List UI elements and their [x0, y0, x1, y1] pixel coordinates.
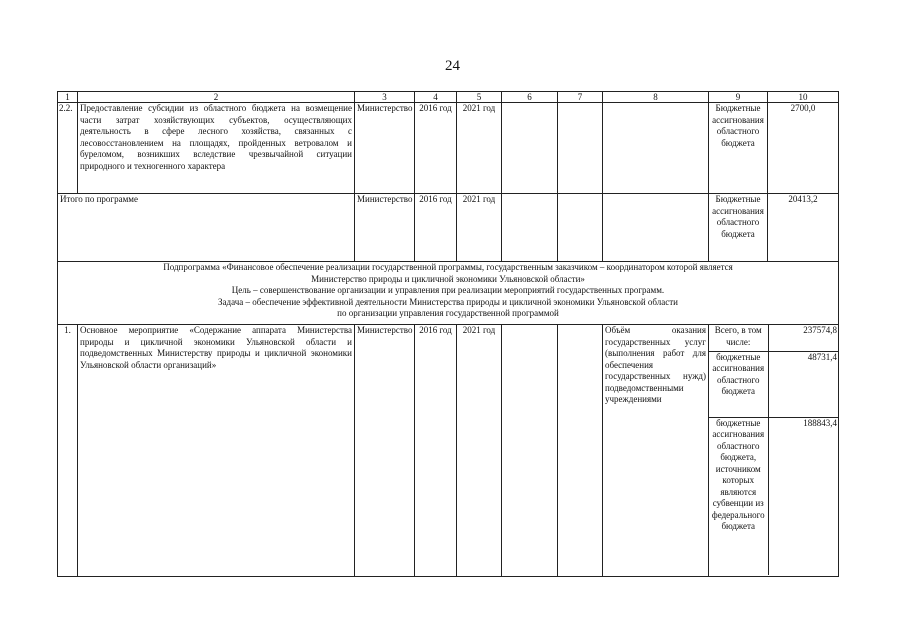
measure-name: Основное мероприятие «Содержание аппарата Министерства природы и цикличной экономики Ульяновской области и подведомственных Министерству природы и цикличной экономики Ульяновской области организаций»	[78, 325, 355, 577]
measure-name: Предоставление субсидии из областного бюджета на возмещение части затрат хозяйствующих субъектов, осуществляющих деятельность в сфере лесного хозяйства, связанных с лесовосстановлением на площадях, пройденных ветровалом и буреломом, возникших вследствие чрезвычайной ситуации природного и техногенного характера	[78, 103, 355, 194]
funding-source: Бюджетные ассигнования областного бюджета	[709, 103, 768, 194]
col8-cell	[603, 103, 709, 194]
header-cell: 3	[355, 92, 415, 103]
header-cell: 8	[603, 92, 709, 103]
funding-source: Бюджетные ассигнования областного бюджета	[709, 194, 768, 262]
subprogram-row	[58, 262, 839, 325]
end-year: 2021 год	[457, 194, 502, 262]
subprogram-title-cont: Министерство природы и цикличной экономики Ульяновской области»	[311, 273, 585, 284]
row-number: 1.	[58, 325, 78, 577]
amount: 2700,0	[768, 103, 839, 194]
program-table	[57, 91, 839, 577]
row-number: 2.2.	[58, 103, 78, 194]
funding-row	[709, 325, 839, 351]
col6-cell	[502, 194, 558, 262]
header-cell: 4	[415, 92, 457, 103]
header-cell: 2	[78, 92, 355, 103]
executor: Министерство	[355, 103, 415, 194]
subprogram-task-cont: по организации управления государственной программой	[337, 308, 559, 319]
amount: 20413,2	[768, 194, 839, 262]
page-number: 24	[445, 58, 460, 74]
col6-cell	[502, 103, 558, 194]
funding-amount: 188843,4	[803, 417, 837, 428]
funding-amount: 237574,8	[768, 325, 839, 351]
col7-cell	[558, 194, 603, 262]
executor: Министерство	[355, 194, 415, 262]
funding-label: Всего, в том числе:	[709, 325, 768, 351]
funding-row	[709, 417, 839, 575]
col6-cell	[502, 325, 558, 577]
subprogram-heading	[58, 262, 839, 325]
header-cell: 1	[58, 92, 78, 103]
subprogram-title: Подпрограмма «Финансовое обеспечение реализации государственной программы, государственным заказчиком – координатором которой является	[163, 262, 733, 272]
col7-cell	[558, 103, 603, 194]
indicator: Объём оказания государственных услуг (выполнения работ для обеспечения государственных нужд) подведомственными учреждениями	[603, 325, 709, 577]
end-year: 2021 год	[457, 103, 502, 194]
table-row-total	[58, 194, 839, 262]
header-cell: 9	[709, 92, 768, 103]
start-year: 2016 год	[415, 103, 457, 194]
executor: Министерство	[355, 325, 415, 577]
funding-amount: 48731,4	[768, 351, 839, 417]
funding-breakdown	[709, 325, 839, 577]
funding-label: бюджетные ассигнования областного бюджета, источником которых являются субвенции из федерального бюджета	[709, 417, 768, 575]
subprogram-task: Задача – обеспечение эффективной деятельности Министерства природы и цикличной экономики Ульяновской области	[218, 296, 678, 307]
col7-cell	[558, 325, 603, 577]
subprogram-goal: Цель – совершенствование организации и управления при реализации мероприятий государственных программ.	[231, 285, 665, 296]
funding-subtable	[709, 325, 839, 575]
funding-row	[709, 351, 839, 417]
total-label: Итого по программе	[58, 194, 355, 262]
table-row-2-2	[58, 103, 839, 194]
header-row	[58, 92, 839, 103]
col8-cell	[603, 194, 709, 262]
header-cell: 6	[502, 92, 558, 103]
end-year: 2021 год	[457, 325, 502, 577]
header-cell: 10	[768, 92, 839, 103]
start-year: 2016 год	[415, 325, 457, 577]
header-cell: 5	[457, 92, 502, 103]
start-year: 2016 год	[415, 194, 457, 262]
table-row-1	[58, 325, 839, 577]
funding-label: бюджетные ассигнования областного бюджета	[709, 351, 768, 417]
header-cell: 7	[558, 92, 603, 103]
